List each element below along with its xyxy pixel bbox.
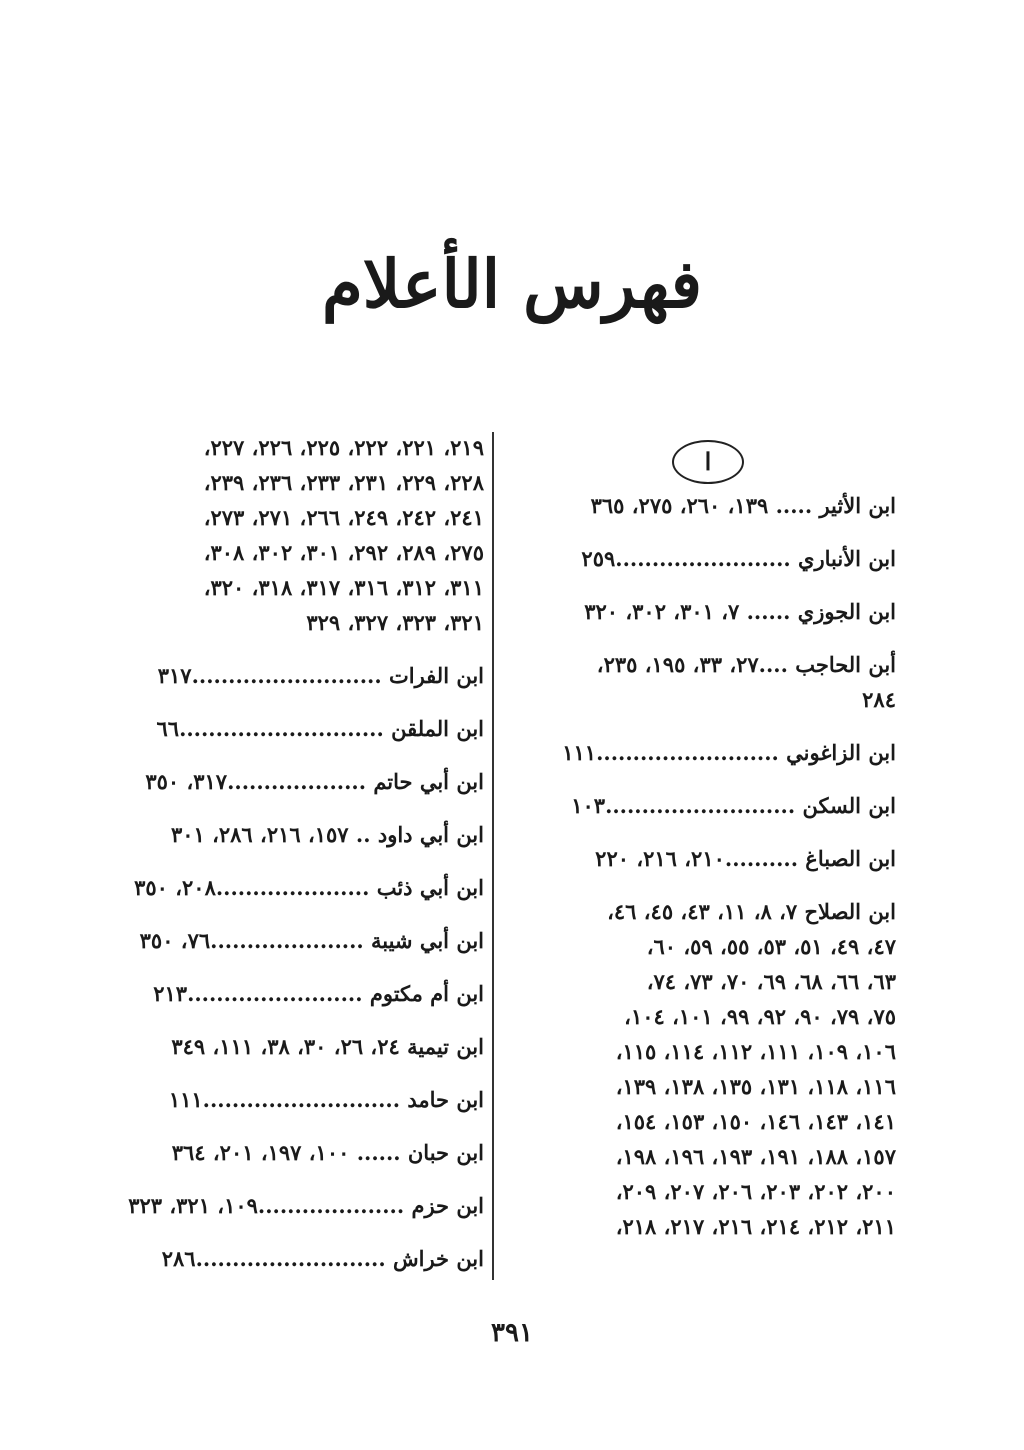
index-column-right [526, 430, 896, 1262]
index-entry [526, 788, 896, 823]
entry-line: ٣١١، ٣١٢، ٣١٦، ٣١٧، ٣١٨، ٣٢٠، [203, 575, 484, 600]
index-entry [92, 1188, 484, 1223]
index-entry [526, 735, 896, 770]
entry-line: ابن الفرات ..........................٣١٧ [157, 663, 484, 688]
entry-line: ٢٨٤ [862, 687, 896, 712]
entry-line: ابن تيمية ٢٤، ٢٦، ٣٠، ٣٨، ١١١، ٣٤٩ [171, 1034, 484, 1059]
entry-line: ١١٦، ١١٨، ١٣١، ١٣٥، ١٣٨، ١٣٩، [615, 1074, 896, 1099]
index-entry [92, 711, 484, 746]
entry-line: ١٠٦، ١٠٩، ١١١، ١١٢، ١١٤، ١١٥، [615, 1039, 896, 1064]
index-entry [92, 764, 484, 799]
index-entry [92, 1241, 484, 1276]
index-entry [92, 1135, 484, 1170]
entry-line: ابن أبي شيبة .....................٧٦، ٣٥٠ [139, 928, 484, 953]
entry-line: ١٥٧، ١٨٨، ١٩١، ١٩٣، ١٩٦، ١٩٨، [615, 1144, 896, 1169]
entry-line: ابن الملقن ............................٦٦ [156, 716, 484, 741]
entry-line: ابن حزم ....................١٠٩، ٣٢١، ٣٢٣ [128, 1193, 484, 1218]
index-entry [526, 841, 896, 876]
index-column-left [92, 430, 484, 1294]
entry-continuation [92, 430, 484, 640]
entry-line: ابن أبي داود .. ١٥٧، ٢١٦، ٢٨٦، ٣٠١ [170, 822, 484, 847]
entry-line: ابن الجوزي ...... ٧، ٣٠١، ٣٠٢، ٣٢٠ [584, 599, 896, 624]
entry-line: ٢٠٠، ٢٠٢، ٢٠٣، ٢٠٦، ٢٠٧، ٢٠٩، [615, 1179, 896, 1204]
index-entry [92, 870, 484, 905]
entry-line: ٦٣، ٦٦، ٦٨، ٦٩، ٧٠، ٧٣، ٧٤، [646, 969, 896, 994]
entry-line: ابن حبان ...... ١٠٠، ١٩٧، ٢٠١، ٣٦٤ [171, 1140, 484, 1165]
index-entry [526, 894, 896, 1244]
entry-line: ٣٢١، ٣٢٣، ٣٢٧، ٣٢٩ [306, 610, 484, 635]
index-entry [92, 658, 484, 693]
index-entry [526, 488, 896, 523]
entry-line: ابن أبي ذئب .....................٢٠٨، ٣٥٠ [134, 875, 484, 900]
index-entry [92, 1082, 484, 1117]
section-letter: ا [672, 440, 744, 484]
entry-line: ابن الأنباري ........................٢٥٩ [581, 546, 896, 571]
page-number: ٣٩١ [491, 1318, 533, 1348]
entry-line: ابن خراش ..........................٢٨٦ [161, 1246, 484, 1271]
entry-line: ابن الزاغوني .........................١١١ [562, 740, 896, 765]
entry-line: ابن الصلاح ٧، ٨، ١١، ٤٣، ٤٥، ٤٦، [607, 899, 896, 924]
entry-line: ٢٧٥، ٢٨٩، ٢٩٢، ٣٠١، ٣٠٢، ٣٠٨، [203, 540, 484, 565]
index-entry [526, 647, 896, 717]
entry-line: ابن الصباغ ..........٢١٠، ٢١٦، ٢٢٠ [595, 846, 896, 871]
entry-line: ٧٥، ٧٩، ٩٠، ٩٢، ٩٩، ١٠١، ١٠٤، [624, 1004, 896, 1029]
entry-line: ٢٢٨، ٢٢٩، ٢٣١، ٢٣٣، ٢٣٦، ٢٣٩، [203, 470, 484, 495]
entry-line: ابن السكن ..........................١٠٣ [571, 793, 896, 818]
page-title: فهرس الأعلام [321, 245, 703, 323]
index-entry [526, 594, 896, 629]
section-letter-badge [526, 440, 896, 484]
entry-line: أبن الحاجب ....٢٧، ٣٣، ١٩٥، ٢٣٥، [596, 652, 896, 677]
entry-line: ٢١١، ٢١٢، ٢١٤، ٢١٦، ٢١٧، ٢١٨، [615, 1214, 896, 1239]
index-entry [92, 1029, 484, 1064]
entry-line: ابن أم مكتوم ........................٢١٣ [153, 981, 484, 1006]
entry-line: ابن حامد ...........................١١١ [168, 1087, 484, 1112]
entry-line: ١٤١، ١٤٣، ١٤٦، ١٥٠، ١٥٣، ١٥٤، [615, 1109, 896, 1134]
entry-line: ٤٧، ٤٩، ٥١، ٥٣، ٥٥، ٥٩، ٦٠، [646, 934, 896, 959]
column-divider [492, 432, 494, 1280]
index-entry [92, 817, 484, 852]
index-entry [526, 541, 896, 576]
entry-line: ٢١٩، ٢٢١، ٢٢٢، ٢٢٥، ٢٢٦، ٢٢٧، [203, 435, 484, 460]
index-entry [92, 976, 484, 1011]
entry-line: ابن أبي حاتم ...................٣١٧، ٣٥٠ [145, 769, 484, 794]
entry-line: ٢٤١، ٢٤٢، ٢٤٩، ٢٦٦، ٢٧١، ٢٧٣، [203, 505, 484, 530]
entry-line: ابن الأثير ..... ١٣٩، ٢٦٠، ٢٧٥، ٣٦٥ [590, 493, 896, 518]
index-entry [92, 923, 484, 958]
